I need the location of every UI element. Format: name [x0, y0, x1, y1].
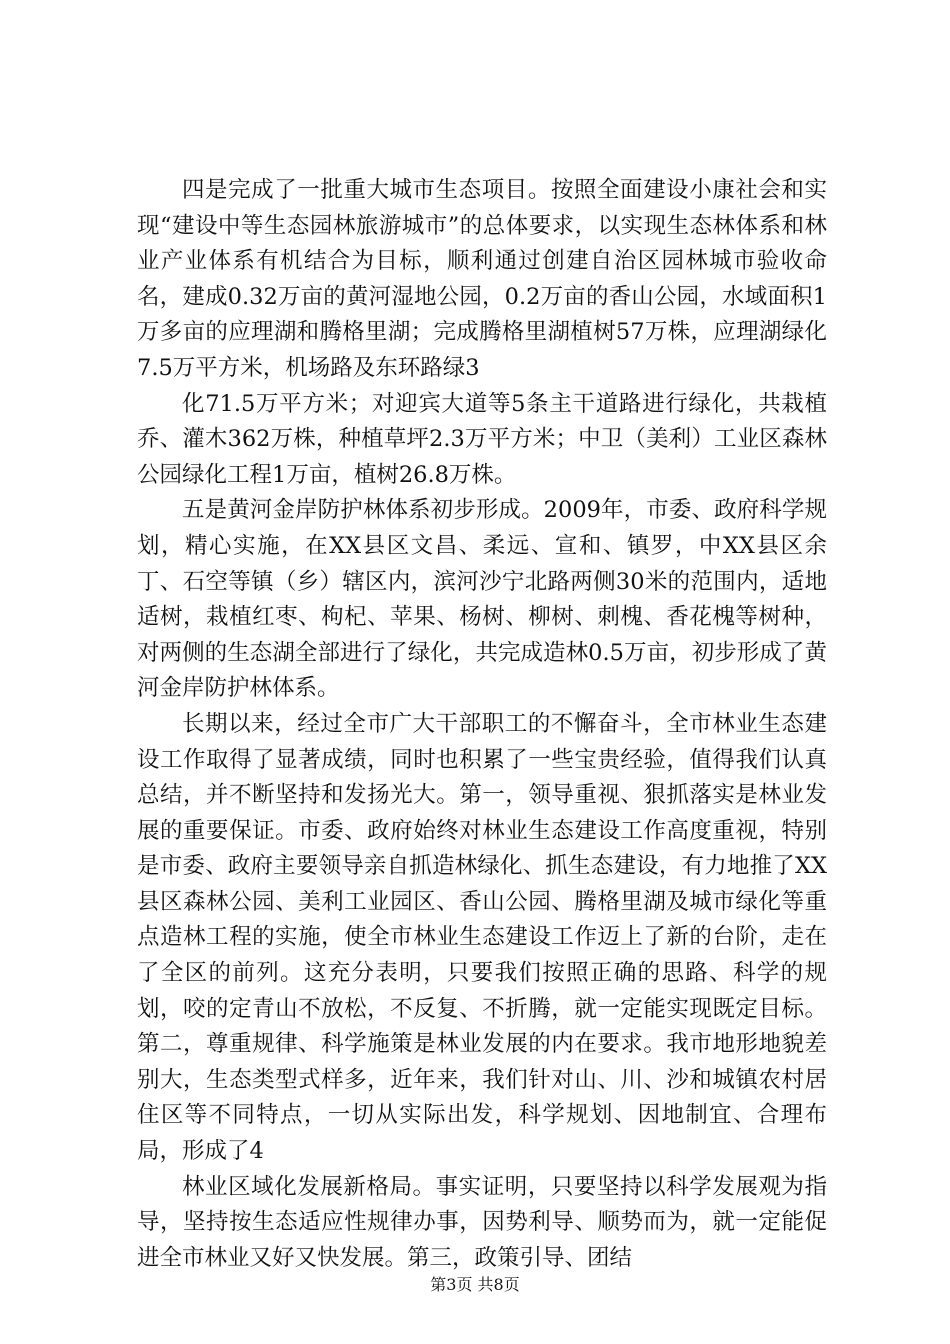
paragraph: 化71.5万平方米；对迎宾大道等5条主干道路进行绿化，共栽植乔、灌木362万株，种植草坪2.3万平方米；中卫（美利）工业区森林公园绿化工程1万亩，植树26.8万株。 [137, 390, 827, 488]
paragraph: 五是黄河金岸防护林体系初步形成。2009年，市委、政府科学规划，精心实施，在XX县区文昌、柔远、宣和、镇罗，中XX县区余丁、石空等镇（乡）辖区内，滨河沙宁北路两侧30米的范围内，适地适树，栽植红枣、枸杞、苹果、杨树、柳树、刺槐、香花槐等树种，对两侧的生态湖全部进行了绿化，共完成造林0.5万亩，初步形成了黄河金岸防护林体系。 [137, 497, 827, 702]
paragraph: 长期以来，经过全市广大干部职工的不懈奋斗，全市林业生态建设工作取得了显著成绩，同时也积累了一些宝贵经验，值得我们认真总结，并不断坚持和发扬光大。第一，领导重视、狠抓落实是林业发展的重要保证。市委、政府始终对林业生态建设工作高度重视，特别是市委、政府主要领导亲自抓造林绿化、抓生态建设，有力地推了XX县区森林公园、美利工业园区、香山公园、腾格里湖及城市绿化等重点造林工程的实施，使全市林业生态建设工作迈上了新的台阶，走在了全区的前列。这充分表明，只要我们按照正确的思路、科学的规划，咬的定青山不放松，不反复、不折腾，就一定能实现既定目标。第二，尊重规律、科学施策是林业发展的内在要求。我市地形地貌差别大，生态类型式样多，近年来，我们针对山、川、沙和城镇农村居住区等不同特点，一切从实际出发，科学规划、因地制宜、合理布局，形成了4 [137, 710, 827, 1165]
page-number-footer: 第3页 共8页 [430, 1275, 520, 1294]
paragraph: 四是完成了一批重大城市生态项目。按照全面建设小康社会和实现“建设中等生态园林旅游城市”的总体要求，以实现生态林体系和林业产业体系有机结合为目标，顺利通过创建自治区园林城市验收命名，建成0.32万亩的黄河湿地公园，0.2万亩的香山公园，水域面积1万多亩的应理湖和腾格里湖；完成腾格里湖植树57万株，应理湖绿化7.5万平方米，机场路及东环路绿3 [137, 177, 827, 381]
paragraph: 林业区域化发展新格局。事实证明，只要坚持以科学发展观为指导，坚持按生态适应性规律办事，因势利导、顺势而为，就一定能促进全市林业又好又快发展。第三，政策引导、团结 [137, 1173, 827, 1271]
document-body [137, 173, 827, 1276]
